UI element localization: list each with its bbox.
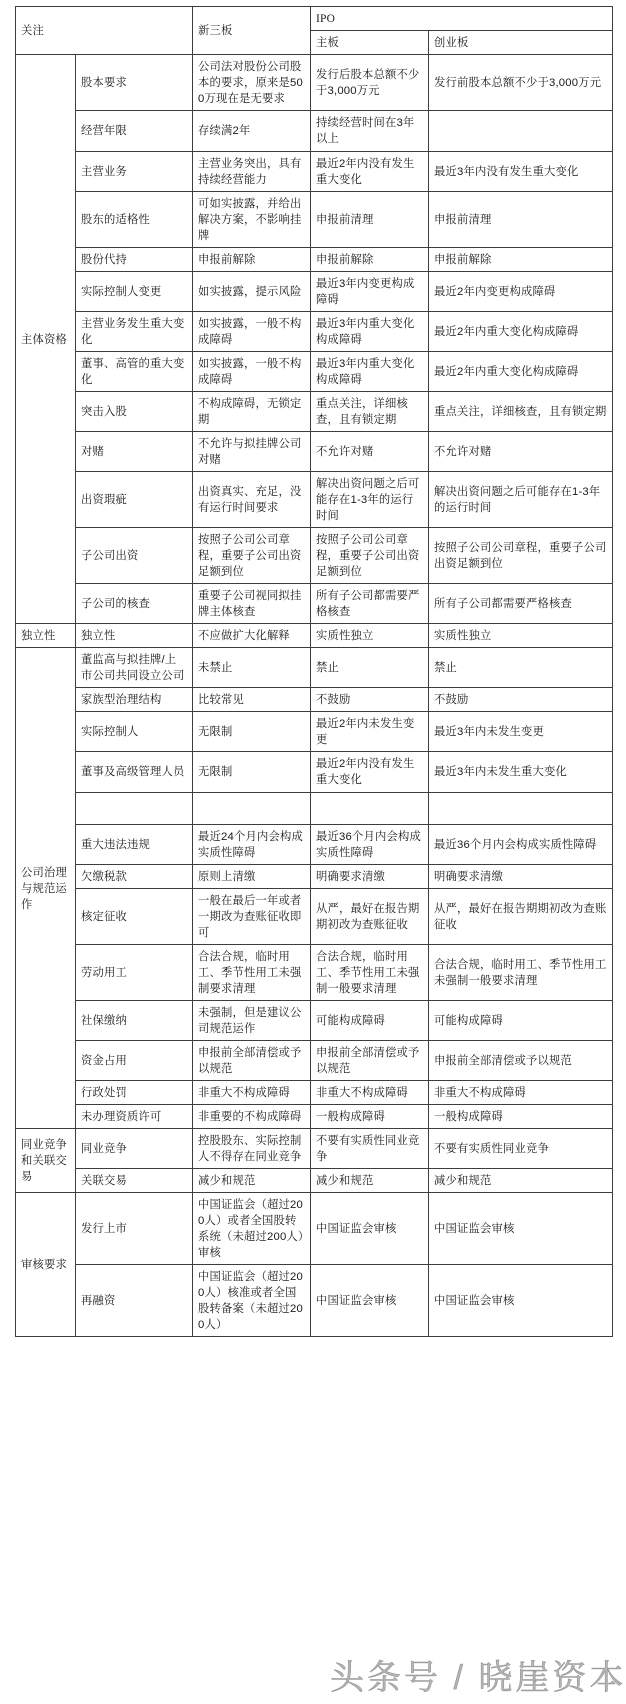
cell-main-board: 最近36个月内会构成实质性障碍 bbox=[311, 824, 429, 864]
cell-gem-board: 最近3年内未发生重大变化 bbox=[429, 752, 613, 792]
cell-main-board: 最近2年内没有发生重大变化 bbox=[311, 151, 429, 191]
cell-main-board: 申报前清理 bbox=[311, 191, 429, 247]
row-item-label: 社保缴纳 bbox=[76, 1000, 193, 1040]
row-item-label: 关联交易 bbox=[76, 1169, 193, 1193]
row-item-label: 董事及高级管理人员 bbox=[76, 752, 193, 792]
cell-new-third-board: 申报前解除 bbox=[193, 247, 311, 271]
cell-main-board: 合法合规，临时用工、季节性用工未强制一般要求清理 bbox=[311, 944, 429, 1000]
row-item-label: 再融资 bbox=[76, 1265, 193, 1337]
row-item-label: 突击入股 bbox=[76, 391, 193, 431]
row-item-label: 董监高与拟挂牌/上市公司共同设立公司 bbox=[76, 648, 193, 688]
cell-new-third-board: 存续满2年 bbox=[193, 111, 311, 151]
row-item-label: 核定征收 bbox=[76, 888, 193, 944]
cell-main-board: 重点关注，详细核查，且有锁定期 bbox=[311, 391, 429, 431]
cell-main-board: 最近2年内未发生变更 bbox=[311, 712, 429, 752]
cell-main-board: 减少和规范 bbox=[311, 1169, 429, 1193]
cell-gem-board: 合法合规，临时用工、季节性用工未强制一般要求清理 bbox=[429, 944, 613, 1000]
row-item-label: 家族型治理结构 bbox=[76, 688, 193, 712]
cell-main-board: 最近3年内变更构成障碍 bbox=[311, 271, 429, 311]
row-item-label: 主营业务发生重大变化 bbox=[76, 311, 193, 351]
cell-new-third-board: 可如实披露，并给出解决方案，不影响挂牌 bbox=[193, 191, 311, 247]
cell-gem-board: 解决出资问题之后可能存在1-3年的运行时间 bbox=[429, 472, 613, 528]
table-row bbox=[16, 472, 613, 528]
table-row bbox=[16, 111, 613, 151]
cell-gem-board: 非重大不构成障碍 bbox=[429, 1080, 613, 1104]
cell-new-third-board: 按照子公司公司章程，重要子公司出资足额到位 bbox=[193, 528, 311, 584]
cell-gem-board: 减少和规范 bbox=[429, 1169, 613, 1193]
table-row bbox=[16, 391, 613, 431]
table-row bbox=[16, 1040, 613, 1080]
row-item-label: 行政处罚 bbox=[76, 1080, 193, 1104]
table-row bbox=[16, 824, 613, 864]
table-row bbox=[16, 624, 613, 648]
table-row bbox=[16, 431, 613, 471]
cell-gem-board: 实质性独立 bbox=[429, 624, 613, 648]
table-row bbox=[16, 1080, 613, 1104]
row-item-label: 出资瑕疵 bbox=[76, 472, 193, 528]
table-row bbox=[16, 311, 613, 351]
cell-gem-board: 申报前清理 bbox=[429, 191, 613, 247]
row-item-label: 发行上市 bbox=[76, 1193, 193, 1265]
table-row bbox=[16, 712, 613, 752]
cell-new-third-board: 不构成障碍，无锁定期 bbox=[193, 391, 311, 431]
cell-new-third-board: 公司法对股份公司股本的要求，原来是500万现在是无要求 bbox=[193, 55, 311, 111]
cell-new-third-board: 最近24个月内会构成实质性障碍 bbox=[193, 824, 311, 864]
table-row bbox=[16, 191, 613, 247]
table-row bbox=[16, 351, 613, 391]
cell-new-third-board: 申报前全部清偿或予以规范 bbox=[193, 1040, 311, 1080]
cell-gem-board: 最近2年内重大变化构成障碍 bbox=[429, 311, 613, 351]
row-group-label: 独立性 bbox=[16, 624, 76, 648]
table-row bbox=[16, 888, 613, 944]
table-row bbox=[16, 1265, 613, 1337]
cell-main-board: 不要有实质性同业竞争 bbox=[311, 1128, 429, 1168]
cell-main-board: 不鼓励 bbox=[311, 688, 429, 712]
cell-main-board bbox=[311, 792, 429, 824]
cell-gem-board: 最近3年内没有发生重大变化 bbox=[429, 151, 613, 191]
cell-new-third-board: 如实披露，一般不构成障碍 bbox=[193, 351, 311, 391]
table-row bbox=[16, 151, 613, 191]
row-item-label: 同业竞争 bbox=[76, 1128, 193, 1168]
row-item-label: 董事、高管的重大变化 bbox=[76, 351, 193, 391]
cell-new-third-board: 一般在最后一年或者一期改为查账征收即可 bbox=[193, 888, 311, 944]
row-item-label: 实际控制人变更 bbox=[76, 271, 193, 311]
cell-gem-board: 最近3年内未发生变更 bbox=[429, 712, 613, 752]
row-item-label: 劳动用工 bbox=[76, 944, 193, 1000]
comparison-table-sheet bbox=[15, 6, 612, 1337]
row-item-label: 欠缴税款 bbox=[76, 864, 193, 888]
header-row-top bbox=[16, 7, 613, 31]
header-gem-board: 创业板 bbox=[429, 31, 613, 55]
cell-new-third-board: 比较常见 bbox=[193, 688, 311, 712]
cell-new-third-board: 未禁止 bbox=[193, 648, 311, 688]
row-item-label: 股本要求 bbox=[76, 55, 193, 111]
cell-main-board: 明确要求清缴 bbox=[311, 864, 429, 888]
row-item-label: 实际控制人 bbox=[76, 712, 193, 752]
cell-new-third-board: 原则上清缴 bbox=[193, 864, 311, 888]
cell-new-third-board: 主营业务突出，具有持续经营能力 bbox=[193, 151, 311, 191]
row-group-label: 公司治理与规范运作 bbox=[16, 648, 76, 1129]
cell-new-third-board: 不应做扩大化解释 bbox=[193, 624, 311, 648]
table-header bbox=[16, 7, 613, 55]
row-group-label: 同业竞争和关联交易 bbox=[16, 1128, 76, 1192]
row-item-label: 子公司出资 bbox=[76, 528, 193, 584]
cell-new-third-board: 如实披露，提示风险 bbox=[193, 271, 311, 311]
table-row bbox=[16, 247, 613, 271]
cell-gem-board: 不鼓励 bbox=[429, 688, 613, 712]
cell-new-third-board: 中国证监会（超过200人）核准或者全国股转备案（未超过200人） bbox=[193, 1265, 311, 1337]
header-main-board: 主板 bbox=[311, 31, 429, 55]
cell-main-board: 从严，最好在报告期期初改为查账征收 bbox=[311, 888, 429, 944]
table-row bbox=[16, 584, 613, 624]
table-row bbox=[16, 752, 613, 792]
cell-main-board: 最近2年内没有发生重大变化 bbox=[311, 752, 429, 792]
cell-main-board: 申报前全部清偿或予以规范 bbox=[311, 1040, 429, 1080]
cell-main-board: 实质性独立 bbox=[311, 624, 429, 648]
row-item-label: 股份代持 bbox=[76, 247, 193, 271]
cell-new-third-board: 不允许与拟挂牌公司对赌 bbox=[193, 431, 311, 471]
cell-main-board: 非重大不构成障碍 bbox=[311, 1080, 429, 1104]
cell-gem-board: 所有子公司都需要严格核查 bbox=[429, 584, 613, 624]
cell-new-third-board: 如实披露，一般不构成障碍 bbox=[193, 311, 311, 351]
header-focus: 关注 bbox=[16, 7, 193, 55]
cell-main-board: 中国证监会审核 bbox=[311, 1193, 429, 1265]
row-group-label: 审核要求 bbox=[16, 1193, 76, 1337]
cell-gem-board bbox=[429, 792, 613, 824]
cell-new-third-board: 控股股东、实际控制人不得存在同业竞争 bbox=[193, 1128, 311, 1168]
cell-main-board: 最近3年内重大变化构成障碍 bbox=[311, 311, 429, 351]
cell-main-board: 解决出资问题之后可能存在1-3年的运行时间 bbox=[311, 472, 429, 528]
cell-new-third-board: 中国证监会（超过200人）或者全国股转系统（未超过200人）审核 bbox=[193, 1193, 311, 1265]
cell-gem-board: 最近2年内重大变化构成障碍 bbox=[429, 351, 613, 391]
table-row bbox=[16, 1128, 613, 1168]
row-item-label: 资金占用 bbox=[76, 1040, 193, 1080]
cell-gem-board: 明确要求清缴 bbox=[429, 864, 613, 888]
cell-gem-board: 申报前全部清偿或予以规范 bbox=[429, 1040, 613, 1080]
table-row bbox=[16, 864, 613, 888]
cell-main-board: 可能构成障碍 bbox=[311, 1000, 429, 1040]
cell-gem-board: 按照子公司公司章程，重要子公司出资足额到位 bbox=[429, 528, 613, 584]
cell-new-third-board: 无限制 bbox=[193, 712, 311, 752]
header-new-third-board: 新三板 bbox=[193, 7, 311, 55]
table-row bbox=[16, 271, 613, 311]
cell-gem-board: 最近36个月内会构成实质性障碍 bbox=[429, 824, 613, 864]
cell-new-third-board: 减少和规范 bbox=[193, 1169, 311, 1193]
cell-new-third-board: 合法合规，临时用工、季节性用工未强制要求清理 bbox=[193, 944, 311, 1000]
row-item-label: 独立性 bbox=[76, 624, 193, 648]
table-row bbox=[16, 944, 613, 1000]
cell-main-board: 最近3年内重大变化构成障碍 bbox=[311, 351, 429, 391]
cell-main-board: 中国证监会审核 bbox=[311, 1265, 429, 1337]
cell-gem-board: 最近2年内变更构成障碍 bbox=[429, 271, 613, 311]
cell-main-board: 持续经营时间在3年以上 bbox=[311, 111, 429, 151]
cell-gem-board: 禁止 bbox=[429, 648, 613, 688]
cell-main-board: 按照子公司公司章程，重要子公司出资足额到位 bbox=[311, 528, 429, 584]
cell-gem-board: 中国证监会审核 bbox=[429, 1193, 613, 1265]
watermark: 头条号 / 晓崖资本 bbox=[330, 1659, 626, 1697]
table-row bbox=[16, 1169, 613, 1193]
row-item-label: 主营业务 bbox=[76, 151, 193, 191]
cell-gem-board: 中国证监会审核 bbox=[429, 1265, 613, 1337]
cell-new-third-board: 无限制 bbox=[193, 752, 311, 792]
row-item-label bbox=[76, 792, 193, 824]
table-row bbox=[16, 648, 613, 688]
table-row bbox=[16, 1104, 613, 1128]
cell-gem-board: 不要有实质性同业竞争 bbox=[429, 1128, 613, 1168]
cell-gem-board: 从严，最好在报告期期初改为查账征收 bbox=[429, 888, 613, 944]
cell-gem-board: 不允许对赌 bbox=[429, 431, 613, 471]
cell-new-third-board: 出资真实、充足，没有运行时间要求 bbox=[193, 472, 311, 528]
cell-new-third-board: 重要子公司视同拟挂牌主体核查 bbox=[193, 584, 311, 624]
row-item-label: 未办理资质许可 bbox=[76, 1104, 193, 1128]
table-row bbox=[16, 528, 613, 584]
table-row bbox=[16, 1000, 613, 1040]
row-item-label: 对赌 bbox=[76, 431, 193, 471]
cell-main-board: 禁止 bbox=[311, 648, 429, 688]
row-item-label: 经营年限 bbox=[76, 111, 193, 151]
header-ipo: IPO bbox=[311, 7, 613, 31]
cell-gem-board: 一般构成障碍 bbox=[429, 1104, 613, 1128]
cell-gem-board bbox=[429, 111, 613, 151]
cell-gem-board: 发行前股本总额不少于3,000万元 bbox=[429, 55, 613, 111]
table-row bbox=[16, 792, 613, 824]
table-body bbox=[16, 55, 613, 1337]
cell-main-board: 申报前解除 bbox=[311, 247, 429, 271]
cell-new-third-board: 非重要的不构成障碍 bbox=[193, 1104, 311, 1128]
row-item-label: 股东的适格性 bbox=[76, 191, 193, 247]
table-row bbox=[16, 688, 613, 712]
table-row bbox=[16, 1193, 613, 1265]
cell-main-board: 不允许对赌 bbox=[311, 431, 429, 471]
cell-gem-board: 可能构成障碍 bbox=[429, 1000, 613, 1040]
table-row bbox=[16, 55, 613, 111]
cell-main-board: 所有子公司都需要严格核查 bbox=[311, 584, 429, 624]
cell-gem-board: 重点关注，详细核查，且有锁定期 bbox=[429, 391, 613, 431]
row-item-label: 子公司的核查 bbox=[76, 584, 193, 624]
cell-gem-board: 申报前解除 bbox=[429, 247, 613, 271]
cell-main-board: 发行后股本总额不少于3,000万元 bbox=[311, 55, 429, 111]
cell-new-third-board: 未强制，但是建议公司规范运作 bbox=[193, 1000, 311, 1040]
nq-vs-ipo-comparison-table bbox=[15, 6, 613, 1337]
cell-main-board: 一般构成障碍 bbox=[311, 1104, 429, 1128]
cell-new-third-board: 非重大不构成障碍 bbox=[193, 1080, 311, 1104]
cell-new-third-board bbox=[193, 792, 311, 824]
row-item-label: 重大违法违规 bbox=[76, 824, 193, 864]
row-group-label: 主体资格 bbox=[16, 55, 76, 624]
